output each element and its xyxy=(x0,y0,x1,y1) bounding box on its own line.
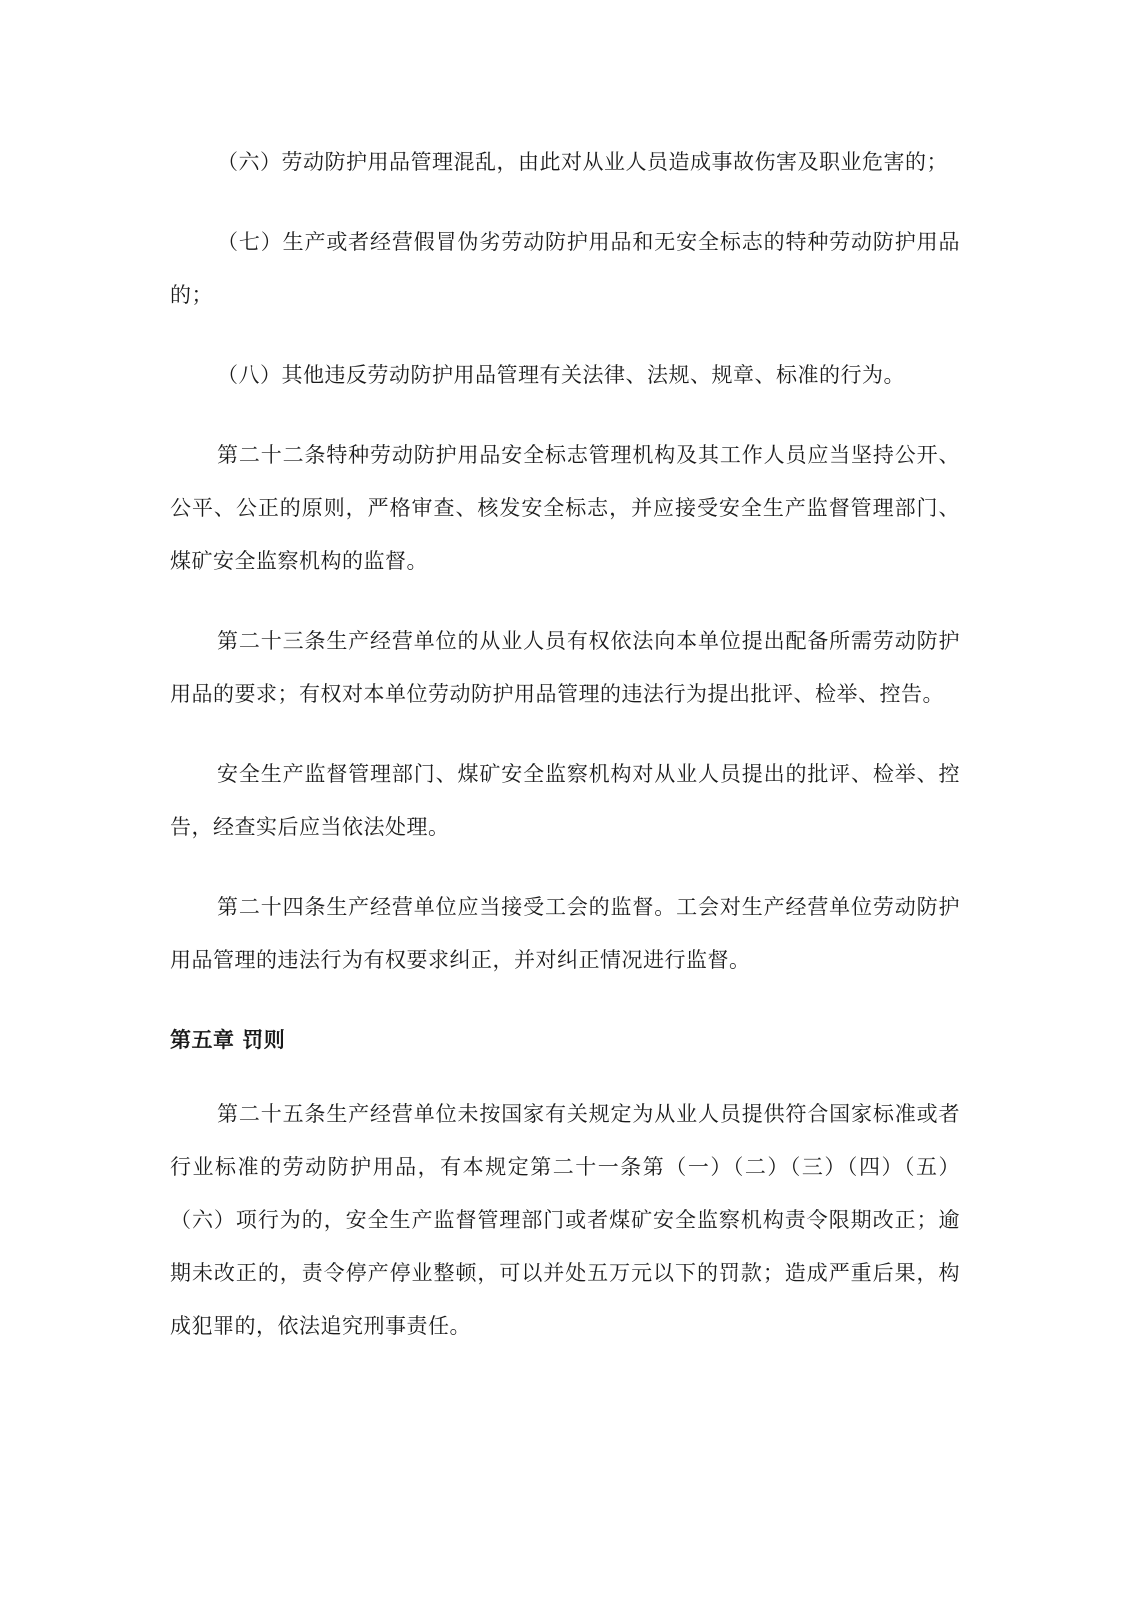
document-body xyxy=(170,136,960,1380)
chapter-heading: 第五章 罚则 xyxy=(170,1028,286,1052)
article-25-paragraph: 第二十五条生产经营单位未按国家有关规定为从业人员提供符合国家标准或者行业标准的劳动防护用品，有本规定第二十一条第（一）（二）（三）（四）（五）（六）项行为的，安全生产监督管理部门或者煤矿安全监察机构责令限期改正；逾期未改正的，责令停产停业整顿，可以并处五万元以下的罚款；造成严重后果，构成犯罪的，依法追究刑事责任。 xyxy=(170,1102,960,1338)
item-7-paragraph: （七）生产或者经营假冒伪劣劳动防护用品和无安全标志的特种劳动防护用品的； xyxy=(170,230,960,307)
article-22-paragraph: 第二十二条特种劳动防护用品安全标志管理机构及其工作人员应当坚持公开、公平、公正的原则，严格审查、核发安全标志，并应接受安全生产监督管理部门、煤矿安全监察机构的监督。 xyxy=(170,443,960,573)
article-24-paragraph: 第二十四条生产经营单位应当接受工会的监督。工会对生产经营单位劳动防护用品管理的违法行为有权要求纠正，并对纠正情况进行监督。 xyxy=(170,895,960,972)
article-23-paragraph: 第二十三条生产经营单位的从业人员有权依法向本单位提出配备所需劳动防护用品的要求；有权对本单位劳动防护用品管理的违法行为提出批评、检举、控告。 xyxy=(170,629,960,706)
article-23-supplement-paragraph: 安全生产监督管理部门、煤矿安全监察机构对从业人员提出的批评、检举、控告，经查实后应当依法处理。 xyxy=(170,762,960,839)
item-8-paragraph: （八）其他违反劳动防护用品管理有关法律、法规、规章、标准的行为。 xyxy=(217,363,905,387)
item-6-paragraph: （六）劳动防护用品管理混乱，由此对从业人员造成事故伤害及职业危害的； xyxy=(217,150,948,174)
